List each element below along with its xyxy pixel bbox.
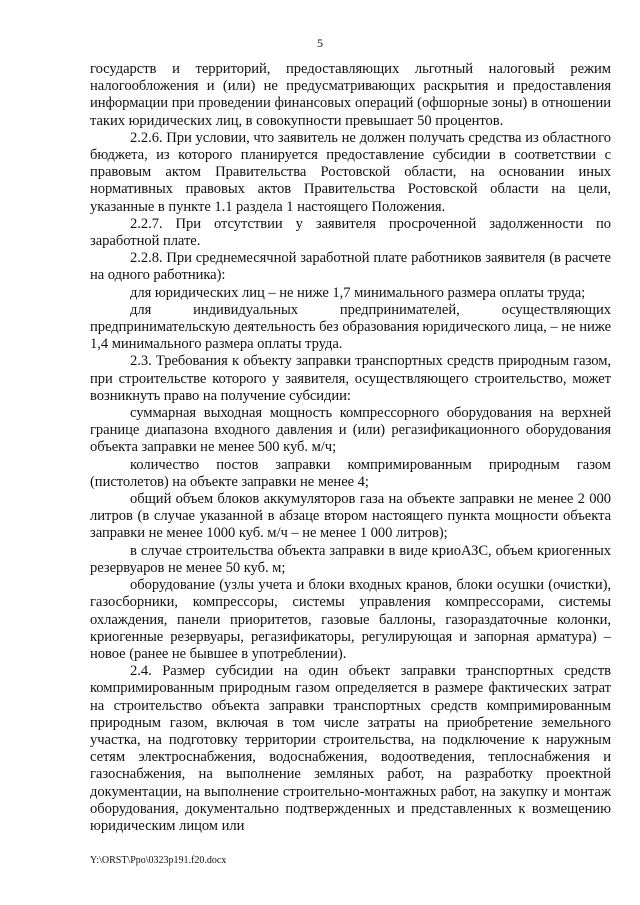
paragraph-entrepreneurs-wage: для индивидуальных предпринимателей, осуществляющих предпринимательскую деятельность без образования юридического лица, – не ниже 1,4 минимального размера оплаты труда. xyxy=(90,301,611,353)
document-body xyxy=(90,61,611,835)
paragraph-filling-posts: количество постов заправки компримированным природным газом (пистолетов) на объекте заправки не менее 4; xyxy=(90,456,611,490)
page-number: 5 xyxy=(317,36,323,50)
footer-file-path: Y:\ORST\Ppo\0323p191.f20.docx xyxy=(90,855,227,866)
paragraph-2-2-6: 2.2.6. При условии, что заявитель не должен получать средства из областного бюджета, из которого планируется предоставление субсидии в соответствии с правовым актом Правительства Ростовской области, на основании иных нормативных правовых актов Правительства Ростовской области на цели, указанные в пункте 1.1 раздела 1 настоящего Положения. xyxy=(90,129,611,215)
paragraph-gas-accumulators: общий объем блоков аккумуляторов газа на объекте заправки не менее 2 000 литров (в случае указанной в абзаце втором настоящего пункта мощности объекта заправки не менее 1000 куб. м/ч – не менее 1 000 литров); xyxy=(90,491,611,542)
paragraph-2-2-8: 2.2.8. При среднемесячной заработной плате работников заявителя (в расчете на одного работника): xyxy=(90,250,611,284)
paragraph-2-3: 2.3. Требования к объекту заправки транспортных средств природным газом, при строительстве которого у заявителя, осуществляющего строительство, может возникнуть право на получение субсидии: xyxy=(90,353,611,404)
paragraph-equipment: оборудование (узлы учета и блоки входных кранов, блоки осушки (очистки), газосборники, компрессоры, системы управления компрессорами, системы охлаждения, панели приоритетов, газовые баллоны, газораздаточные колонки, криогенные резервуары, регазификаторы, регулирующая и запорная арматура) – новое (ранее не бывшее в употреблении). xyxy=(90,577,611,662)
paragraph-offshore-continuation: государств и территорий, предоставляющих льготный налоговый режим налогообложения и (или) не предусматривающих раскрытия и предоставления информации при проведении финансовых операций (офшорные зоны) в отношении таких юридических лиц, в совокупности превышает 50 процентов. xyxy=(90,61,611,129)
paragraph-cryo-station: в случае строительства объекта заправки в виде криоАЗС, объем криогенных резервуаров не менее 50 куб. м; xyxy=(90,542,611,576)
paragraph-2-2-7: 2.2.7. При отсутствии у заявителя просроченной задолженности по заработной плате. xyxy=(90,215,611,250)
paragraph-2-4: 2.4. Размер субсидии на один объект заправки транспортных средств компримированным природным газом определяется в размере фактических затрат на строительство объекта заправки транспортных средств компримированным природным газом, включая в том числе затраты на приобретение земельного участка, на подготовку территории строительства, на подключение к наружным сетям электроснабжения, водоснабжения, водоотведения, теплоснабжения и газоснабжения, на выполнение земляных работ, на разработку проектной документации, на выполнение строительно-монтажных работ, на закупку и монтаж оборудования, документально подтвержденных и представленных к возмещению юридическим лицом или xyxy=(90,663,611,834)
paragraph-compressor-capacity: суммарная выходная мощность компрессорного оборудования на верхней границе диапазона входного давления и (или) регазификационного оборудования объекта заправки не менее 500 куб. м/ч; xyxy=(90,405,611,456)
paragraph-legal-entities-wage: для юридических лиц – не ниже 1,7 минимального размера оплаты труда; xyxy=(130,284,586,301)
